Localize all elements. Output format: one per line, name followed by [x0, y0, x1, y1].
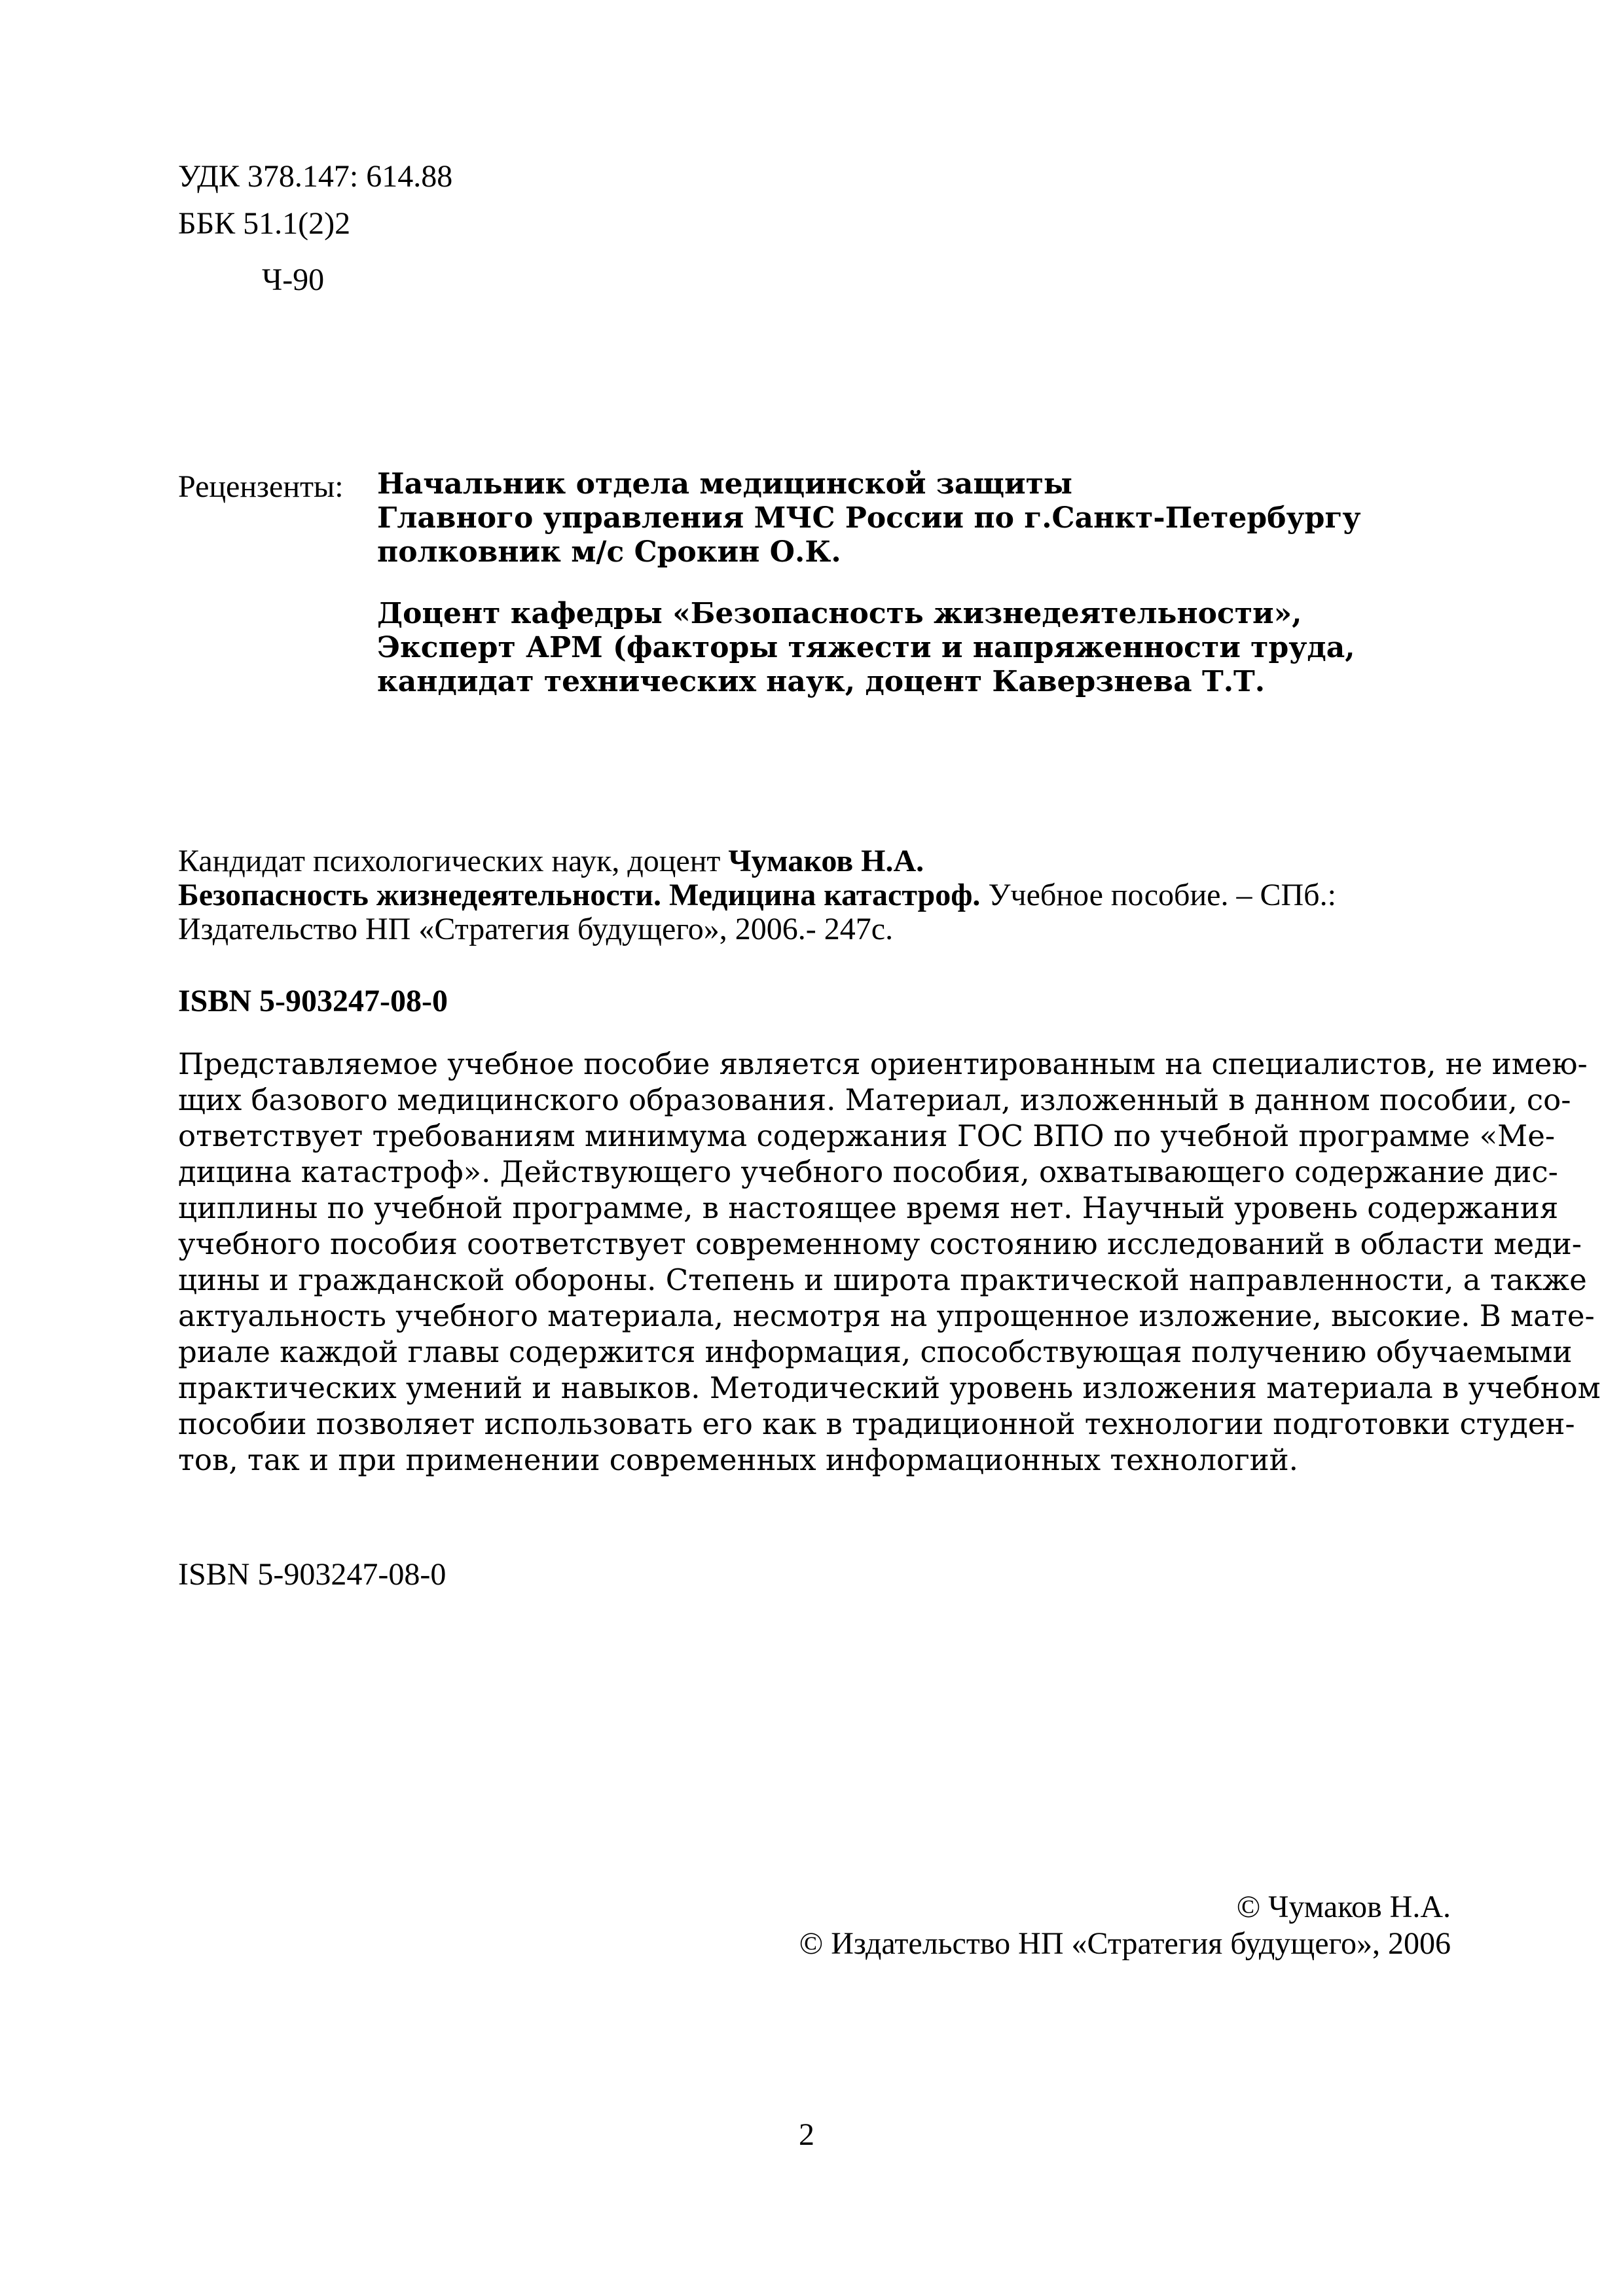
- reviewer-1-line: Главного управления МЧС России по г.Санкт-Петербургу: [377, 501, 1361, 535]
- abstract-line: тов, так и при применении современных информационных технологий.: [178, 1443, 1298, 1477]
- book-type: Учебное пособие. – СПб.:: [980, 878, 1336, 912]
- reviewer-2-line: Доцент кафедры «Безопасность жизнедеятельности»,: [377, 597, 1302, 630]
- isbn-plain: ISBN 5-903247-08-0: [178, 1557, 447, 1592]
- book-title: Безопасность жизнедеятельности. Медицина катастроф.: [178, 878, 981, 912]
- abstract-line: цины и гражданской обороны. Степень и широта практической направленности, а также: [178, 1263, 1587, 1297]
- biblio-title-line: [178, 878, 1336, 912]
- biblio-author-line: [178, 844, 1336, 878]
- abstract-line: учебного пособия соответствует современному состоянию исследований в области меди-: [178, 1227, 1582, 1261]
- bibliographic-record: [178, 844, 1336, 946]
- udk-code: УДК 378.147: 614.88: [178, 159, 453, 194]
- isbn-bold: ISBN 5-903247-08-0: [178, 984, 448, 1018]
- biblio-publisher-line: Издательство НП «Стратегия будущего», 2006.- 247с.: [178, 912, 894, 946]
- reviewer-2-line: Эксперт АРМ (факторы тяжести и напряженности труда,: [377, 631, 1355, 664]
- abstract-line: актуальность учебного материала, несмотря на упрощенное изложение, высокие. В мате-: [178, 1299, 1595, 1333]
- author-name: Чумаков Н.А.: [728, 844, 924, 878]
- abstract: [178, 1046, 1601, 1478]
- page-number: 2: [799, 2117, 814, 2152]
- abstract-line: ответствует требованиям минимума содержания ГОС ВПО по учебной программе «Ме-: [178, 1119, 1556, 1153]
- reviewer-1-line: полковник м/с Срокин О.К.: [377, 535, 841, 569]
- copyright-publisher: © Издательство НП «Стратегия будущего», 2006: [799, 1926, 1451, 1961]
- reviewer-1-line: Начальник отдела медицинской защиты: [377, 467, 1072, 501]
- abstract-line: дицина катастроф». Действующего учебного пособия, охватывающего содержание дис-: [178, 1155, 1558, 1189]
- reviewer-1: [377, 467, 1361, 569]
- abstract-line: щих базового медицинского образования. Материал, изложенный в данном пособии, со-: [178, 1083, 1571, 1117]
- author-degree: Кандидат психологических наук, доцент: [178, 844, 729, 878]
- reviewer-2-line: кандидат технических наук, доцент Каверзнева Т.Т.: [377, 665, 1266, 698]
- bbk-code: ББК 51.1(2)2: [178, 206, 351, 241]
- abstract-line: пособии позволяет использовать его как в традиционной технологии подготовки студен-: [178, 1407, 1575, 1441]
- copyright-author: © Чумаков Н.А.: [1236, 1890, 1451, 1924]
- abstract-line: риале каждой главы содержится информация, способствующая получению обучаемыми: [178, 1335, 1573, 1369]
- reviewer-2: [377, 597, 1355, 699]
- reviewers-label: Рецензенты:: [178, 469, 344, 504]
- abstract-line: Представляемое учебное пособие является ориентированным на специалистов, не имею-: [178, 1047, 1588, 1081]
- abstract-line: циплины по учебной программе, в настоящее время нет. Научный уровень содержания: [178, 1191, 1559, 1225]
- author-sign: Ч-90: [262, 262, 325, 297]
- abstract-line: практических умений и навыков. Методический уровень изложения материала в учебном: [178, 1371, 1601, 1405]
